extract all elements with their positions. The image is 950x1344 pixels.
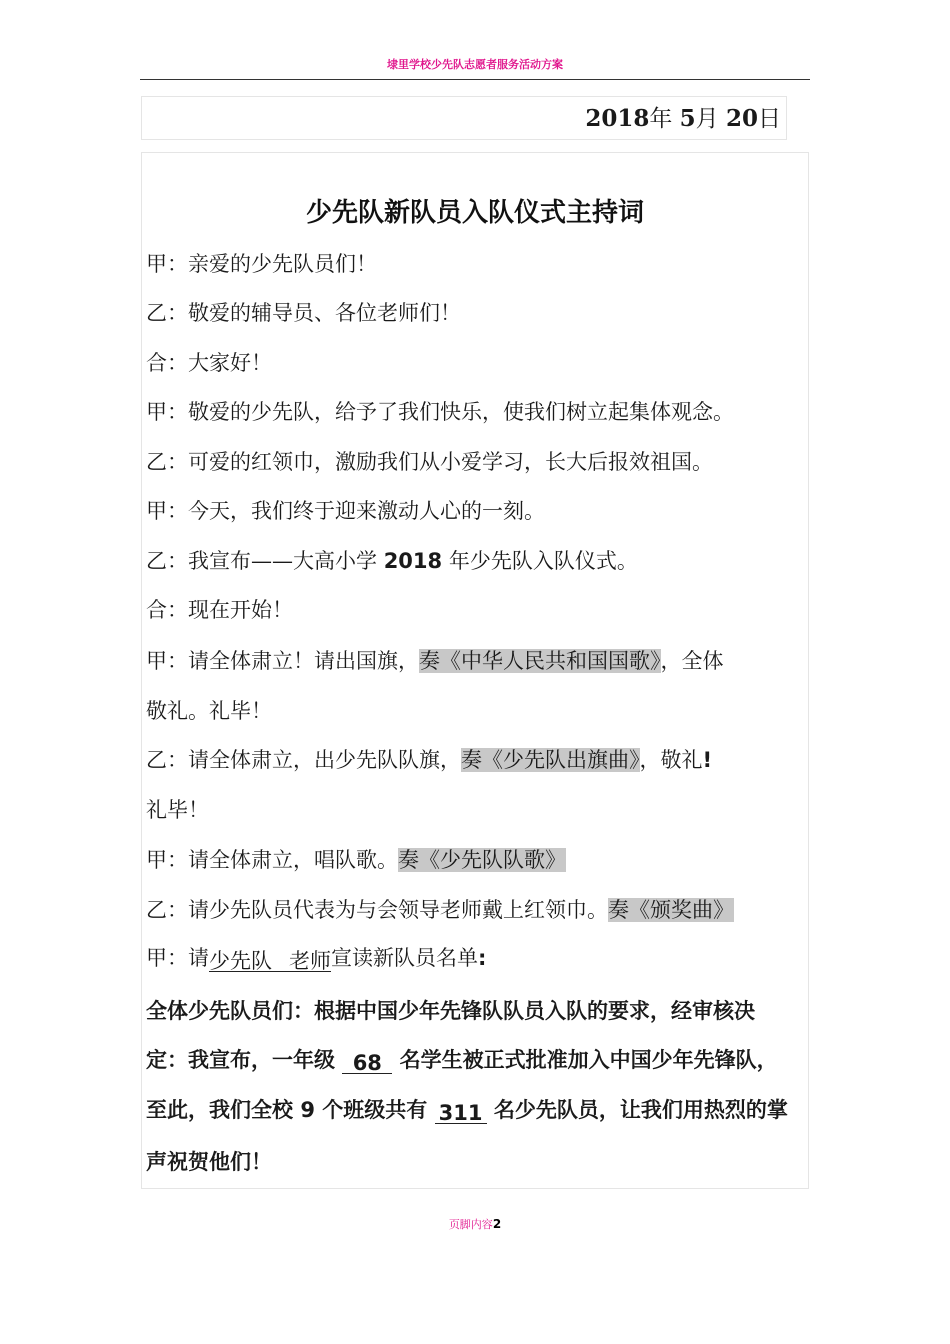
- announcement-line-3: [146, 1096, 788, 1124]
- date-box: [141, 96, 787, 140]
- line-12: 礼毕！: [146, 798, 209, 822]
- line-7-a: 乙：我宣布——大高小学: [146, 549, 384, 573]
- line-6: 甲：今天，我们终于迎来激动人心的一刻。: [146, 499, 545, 523]
- line-5: 乙：可爱的红领巾，激励我们从小爱学习，长大后报效祖国。: [146, 450, 713, 474]
- line-9-a: 甲：请全体肃立！请出国旗，: [146, 649, 419, 673]
- award-song-highlight: 奏《颁奖曲》: [608, 898, 734, 922]
- line-3: 合：大家好！: [146, 351, 272, 375]
- page-number: 2: [492, 1217, 502, 1231]
- line-7: [146, 547, 638, 575]
- line-11-c: ，敬礼: [639, 748, 703, 772]
- line-13: [146, 846, 566, 874]
- flag-march-highlight: 奏《少先队出旗曲》: [461, 748, 640, 772]
- date-year-unit: 年: [649, 106, 673, 132]
- header-rule: [140, 79, 810, 80]
- line-9-c: ，全体: [660, 649, 724, 673]
- line-15-a: 甲：请: [146, 946, 209, 970]
- line-4: 甲：敬爱的少先队，给予了我们快乐，使我们树立起集体观念。: [146, 400, 734, 424]
- page-footer: [0, 1216, 950, 1232]
- announcement-line-3-a: 至此，我们全校: [146, 1098, 301, 1122]
- page-header: 埭里学校少先队志愿者服务活动方案: [387, 58, 563, 71]
- line-10: 敬礼。礼毕！: [146, 699, 272, 723]
- announcement-line-3-e: 名少先队员，让我们用热烈的掌: [486, 1098, 788, 1122]
- announcement-line-4: 声祝贺他们！: [146, 1150, 272, 1174]
- announcement-line-3-c: 个班级共有: [314, 1098, 435, 1122]
- announcement-line-2: [146, 1046, 778, 1074]
- new-member-count: 68: [342, 1049, 392, 1074]
- announcement-line-1: 全体少先队员们：根据中国少年先锋队队员入队的要求，经审核决: [146, 999, 755, 1023]
- line-7-c: 年少先队入队仪式。: [442, 549, 638, 573]
- line-9: [146, 647, 724, 675]
- line-14: [146, 896, 734, 924]
- line-15: [146, 944, 486, 972]
- date-day: 20: [725, 105, 758, 132]
- line-11: [146, 746, 712, 774]
- class-count: 9: [300, 1098, 315, 1122]
- line-15-e: :: [478, 946, 487, 970]
- line-15-blank-2: 老师: [277, 947, 331, 972]
- date-month-unit: 月: [695, 106, 719, 132]
- date-month: 5: [679, 105, 696, 132]
- team-song-highlight: 奏《少先队队歌》: [398, 848, 566, 872]
- footer-text: 页脚内容: [448, 1218, 493, 1231]
- line-1: 甲：亲爱的少先队员们！: [146, 252, 377, 276]
- line-7-year: 2018: [383, 549, 443, 573]
- anthem-highlight: 奏《中华人民共和国国歌》: [419, 649, 661, 673]
- announcement-line-2-c: 名学生被正式批准加入中国少年先锋队，: [392, 1048, 778, 1072]
- line-14-a: 乙：请少先队员代表为与会领导老师戴上红领巾。: [146, 898, 608, 922]
- document-title: 少先队新队员入队仪式主持词: [305, 198, 644, 228]
- date-day-unit: 日: [758, 106, 781, 132]
- line-13-a: 甲：请全体肃立，唱队歌。: [146, 848, 398, 872]
- line-15-d: 宣读新队员名单: [331, 946, 478, 970]
- line-8: 合：现在开始！: [146, 598, 293, 622]
- line-15-blank-1: 少先队: [209, 947, 277, 972]
- line-11-a: 乙：请全体肃立，出少先队队旗，: [146, 748, 461, 772]
- line-2: 乙：敬爱的辅导员、各位老师们！: [146, 301, 461, 325]
- line-11-d: !: [702, 748, 713, 772]
- date-year: 2018: [585, 105, 650, 132]
- date: [585, 100, 781, 133]
- announcement-line-2-a: 定：我宣布，一年级: [146, 1048, 343, 1072]
- total-member-count: 311: [435, 1099, 487, 1124]
